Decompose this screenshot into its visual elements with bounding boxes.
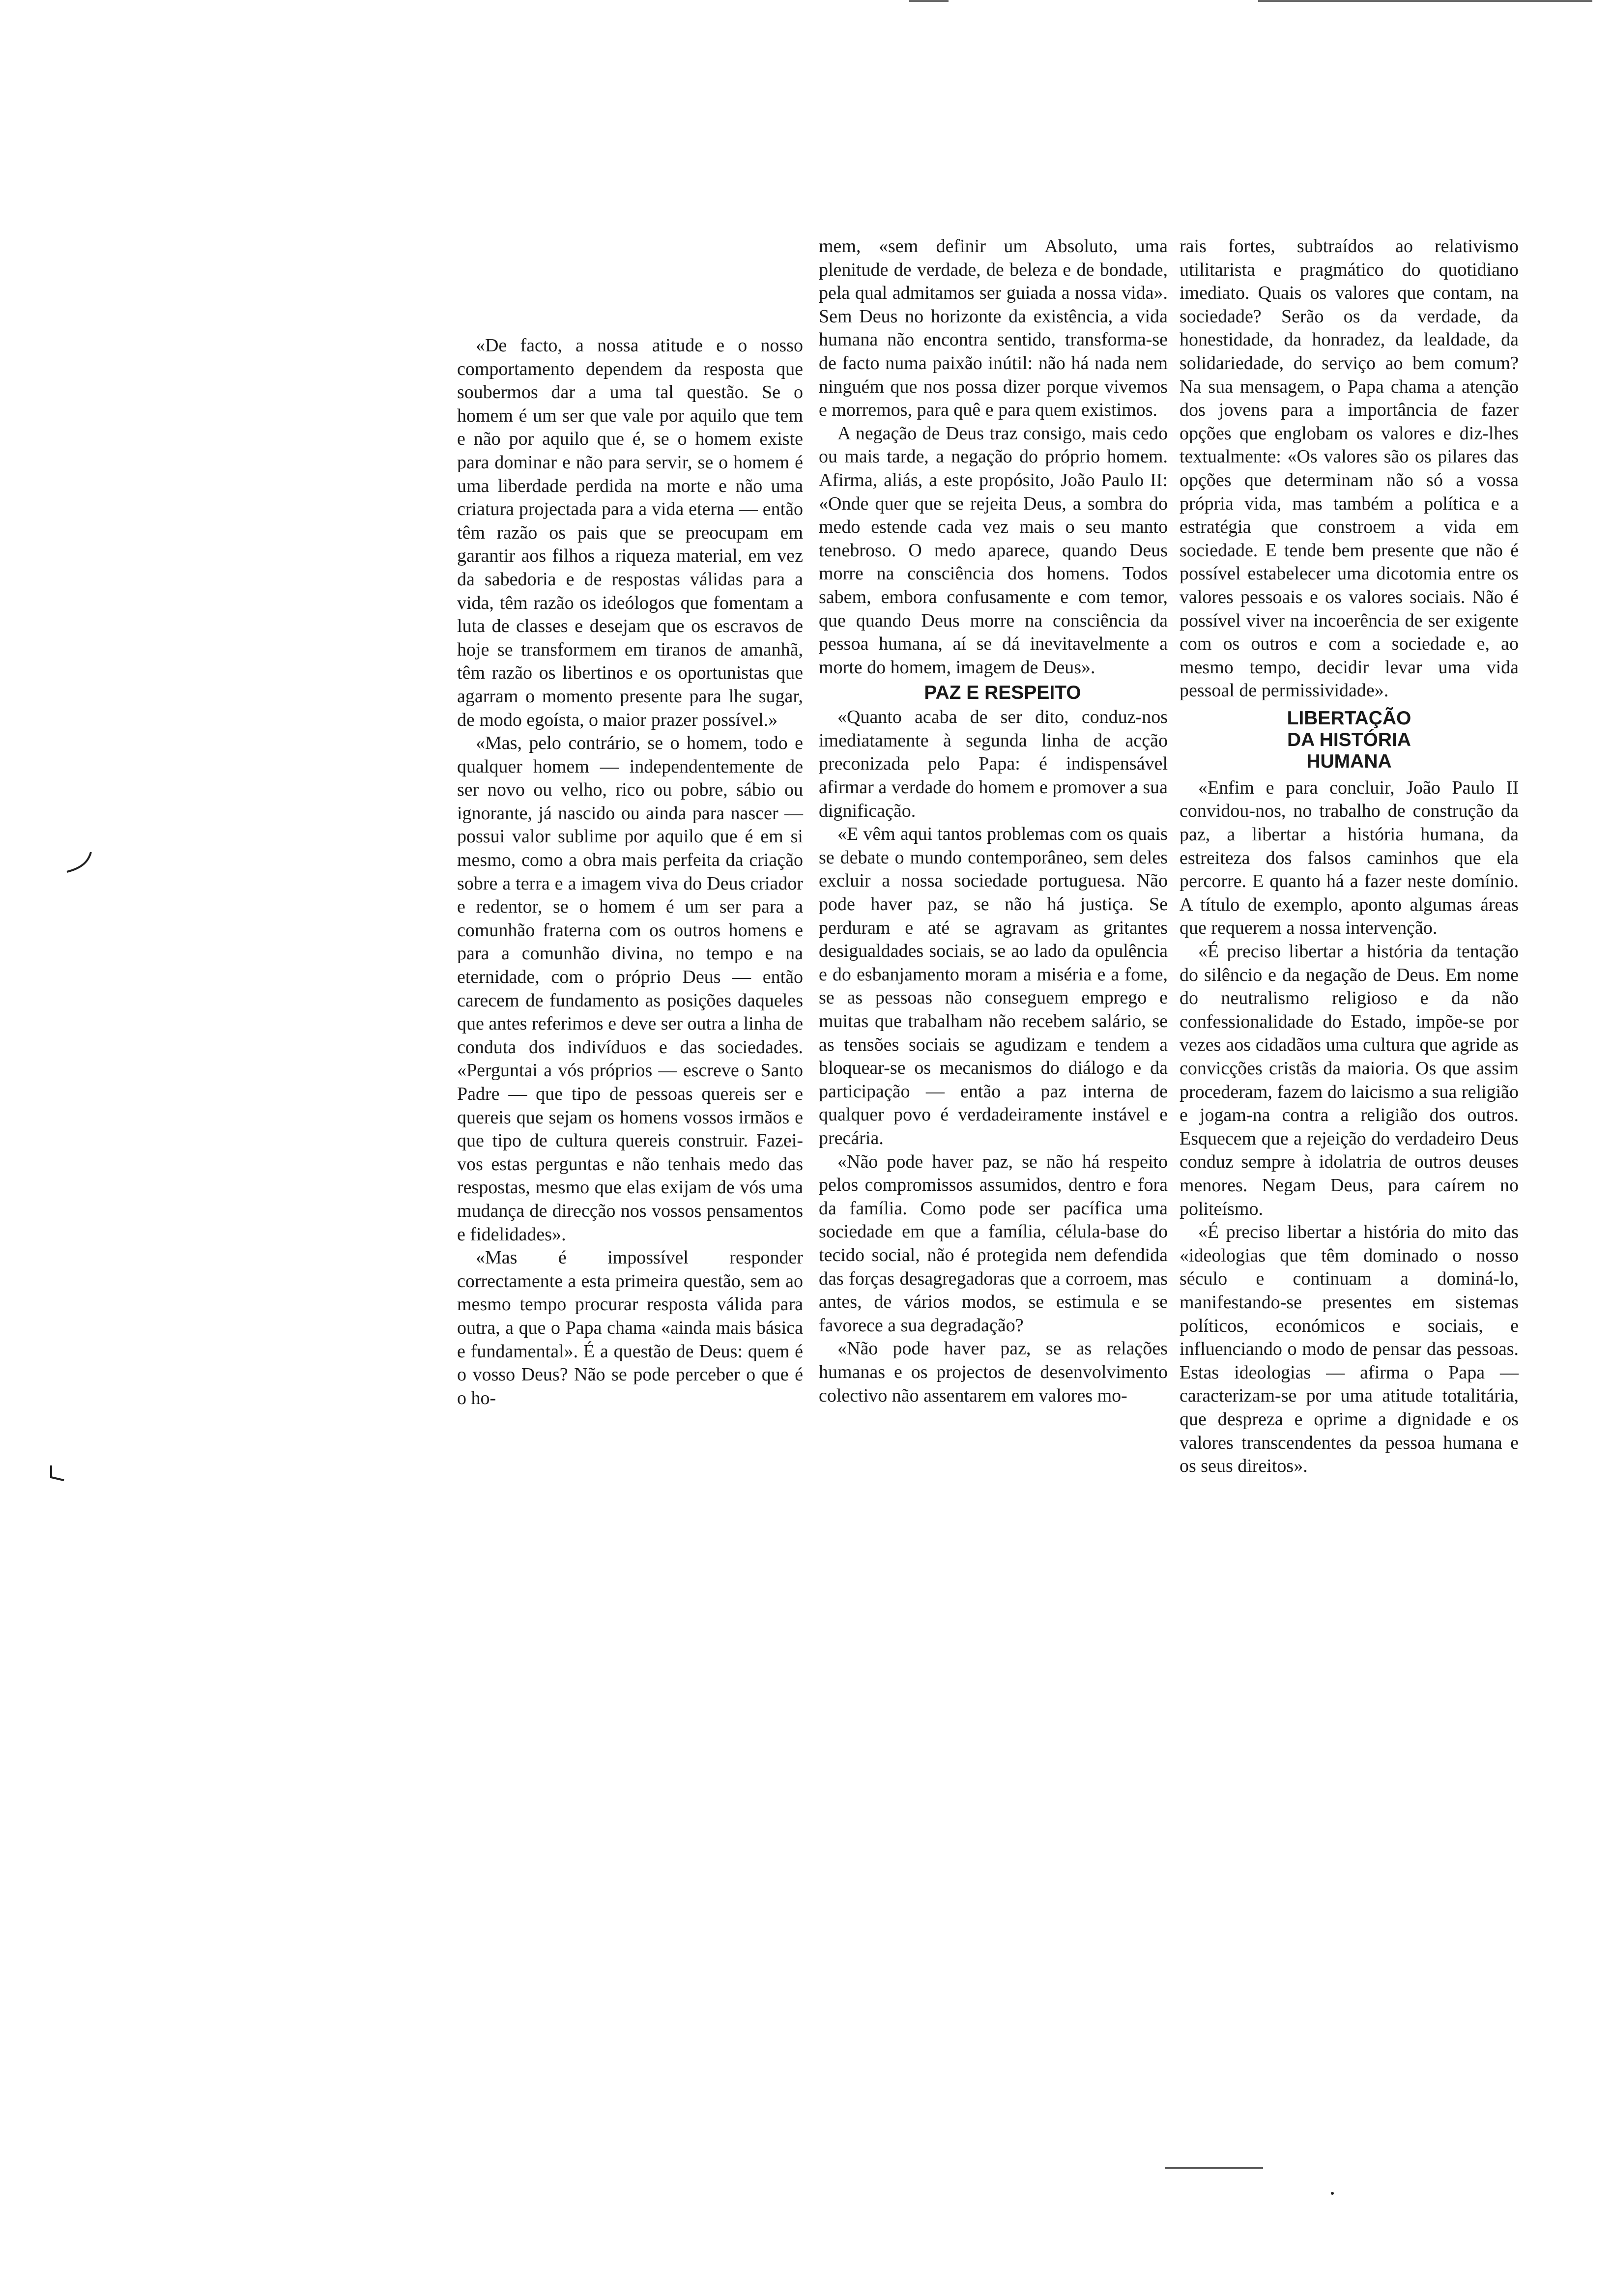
paragraph: rais fortes, subtraídos ao relativismo utilitarista e pragmático do quotidiano imediato. Quais os valores que contam, na sociedade? Serão os da verdade, da honestidade, da honradez, da lealdade, da solidariedade, do serviço ao bem comum? Na sua mensagem, o Papa chama a atenção dos jovens para a importância de fazer opções que englobam os valores e diz-lhes textualmente: «Os valores são os pilares das opções que determinam não só a vossa própria vida, mas também a política e a estratégia que constroem a vida em sociedade. E tende bem presente que não é possível estabelecer uma dicotomia entre os valores pessoais e os valores sociais. Não é possível viver na incoerência de ser exigente com os outros e com a sociedade e, ao mesmo tempo, decidir levar uma vida pessoal de permissividade». — [1180, 236, 1519, 701]
heading-line: DA HISTÓRIA — [1287, 729, 1411, 750]
column-2 — [819, 235, 1168, 1407]
paragraph: «Não pode haver paz, se as relações humanas e os projectos de desenvolvimento colectivo não assentarem em valores mo- — [819, 1338, 1168, 1406]
closing-rule — [1165, 2167, 1263, 2169]
heading-line: HUMANA — [1306, 750, 1392, 772]
paragraph: «Mas é impossível responder correctamente a esta primeira questão, sem ao mesmo tempo procurar resposta válida para outra, a que o Papa chama «ainda mais básica e fundamental». É a questão de Deus: quem é o vosso Deus? Não se pode perceber o que é o ho- — [457, 1247, 803, 1408]
top-rule-right — [1258, 0, 1592, 2]
top-rule-left — [909, 0, 949, 2]
column-1 — [457, 334, 803, 1410]
section-heading-libertacao — [1180, 708, 1519, 773]
paragraph: «É preciso libertar a história do mito das «ideologias que têm dominado o nosso século e continuam a dominá-lo, manifestando-se presentes em sistemas políticos, económicos e sociais, e influenciando o modo de pensar das pessoas. Estas ideologias — afirma o Papa — caracterizam-se por uma atitude totalitária, que despreza e oprime a dignidade e os valores transcendentes da pessoa humana e os seus direitos». — [1180, 1222, 1519, 1477]
paragraph: A negação de Deus traz consigo, mais cedo ou mais tarde, a negação do próprio homem. Afirma, aliás, a este propósito, João Paulo II: «Onde quer que se rejeita Deus, a sombra do medo estende cada vez mais o seu manto tenebroso. O medo aparece, quando Deus morre na consciência dos homens. Todos sabem, embora confusamente e com temor, que quando Deus morre na consciência da pessoa humana, aí se dá inevitavelmente a morte do homem, imagem de Deus». — [819, 423, 1168, 678]
paragraph: «É preciso libertar a história da tentação do silêncio e da negação de Deus. Em nome do neutralismo religioso e da não confessionalidade do Estado, impõe-se por vezes aos cidadãos uma cultura que agride as convicções cristãs da maioria. Os que assim procederam, fazem do laicismo a sua religião e jogam-na contra a religião dos outros. Esquecem que a rejeição do verdadeiro Deus conduz sempre à idolatria de outros deuses menores. Negam Deus, para caírem no politeísmo. — [1180, 941, 1519, 1219]
paragraph: «Enfim e para concluir, João Paulo II convidou-nos, no trabalho de construção da paz, a libertar a história humana, da estreiteza dos falsos caminhos que ela percorre. E quanto há a fazer neste domínio. A título de exemplo, aponto algumas áreas que requerem a nossa intervenção. — [1180, 777, 1519, 939]
section-heading-paz-e-respeito: PAZ E RESPEITO — [924, 682, 1081, 704]
column-3 — [1180, 235, 1519, 1478]
paragraph: «E vêm aqui tantos problemas com os quais se debate o mundo contemporâneo, sem deles excluir a nossa sociedade portuguesa. Não pode haver paz, se não há justiça. Se perduram e até se agravam as gritantes desigualdades sociais, se ao lado da opulência e do esbanjamento moram a miséria e a fome, se as pessoas não conseguem emprego e muitas que trabalham não recebem salário, se as tensões sociais se agudizam e tendem a bloquear-se os mecanismos do diálogo e da participação — então a paz interna de qualquer povo é verdadeiramente instável e precária. — [819, 824, 1168, 1148]
pen-stroke-mark — [64, 850, 93, 875]
paragraph: mem, «sem definir um Absoluto, uma plenitude de verdade, de beleza e de bondade, pela qual admitamos ser guiada a nossa vida». Sem Deus no horizonte da existência, a vida humana não encontra sentido, transforma-se de facto numa paixão inútil: não há nada nem ninguém que nos possa dizer porque vivemos e morremos, para quê e para quem existimos. — [819, 236, 1168, 421]
speck — [1331, 2192, 1334, 2195]
paragraph: «Mas, pelo contrário, se o homem, todo e qualquer homem — independentemente de ser novo ou velho, rico ou pobre, sábio ou ignorante, já nascido ou ainda para nascer — possui valor sublime por aquilo que é em si mesmo, como a obra mais perfeita da criação sobre a terra e a imagem viva do Deus criador e redentor, se o homem é um ser para a comunhão fraterna com os outros homens e para a comunhão divina, no tempo e na eternidade, com o próprio Deus — então carecem de fundamento as posições daqueles que antes referimos e deve ser outra a linha de conduta dos indivíduos e das sociedades. «Perguntai a vós próprios — escreve o Santo Padre — que tipo de pessoas quereis ser e quereis que sejam os homens vossos irmãos e que tipo de cultura quereis construir. Fazei-vos estas perguntas e não tenhais medo das respostas, mesmo que elas exijam de vós uma mudança de direcção nos vossos pensamentos e fidelidades». — [457, 733, 803, 1245]
heading-line: LIBERTAÇÃO — [1287, 707, 1411, 729]
pen-hook-mark — [47, 1464, 67, 1482]
paragraph: «Quanto acaba de ser dito, conduz-nos imediatamente à segunda linha de acção preconizada pelo Papa: é indispensável afirmar a verdade do homem e promover a sua dignificação. — [819, 707, 1168, 821]
paragraph: «De facto, a nossa atitude e o nosso comportamento dependem da resposta que soubermos dar a uma tal questão. Se o homem é um ser que vale por aquilo que tem e não por aquilo que é, se o homem existe para dominar e não para servir, se o homem é uma liberdade perdida na morte e não uma criatura projectada para a vida eterna — então têm razão os pais que se preocupam em garantir aos filhos a riqueza material, em vez da sabedoria e de respostas válidas para a vida, têm razão os ideólogos que fomentam a luta de classes e desejam que os escravos de hoje se transformem em tiranos de amanhã, têm razão os libertinos e os oportunistas que agarram o momento presente para lhe sugar, de modo egoísta, o maior prazer possível.» — [457, 335, 803, 730]
paragraph: «Não pode haver paz, se não há respeito pelos compromissos assumidos, dentro e fora da família. Como pode ser pacífica uma sociedade em que a família, célula-base do tecido social, não é protegida nem defendida das forças desagregadoras que a corroem, mas antes, de vários modos, se estimula e se favorece a sua degradação? — [819, 1151, 1168, 1336]
